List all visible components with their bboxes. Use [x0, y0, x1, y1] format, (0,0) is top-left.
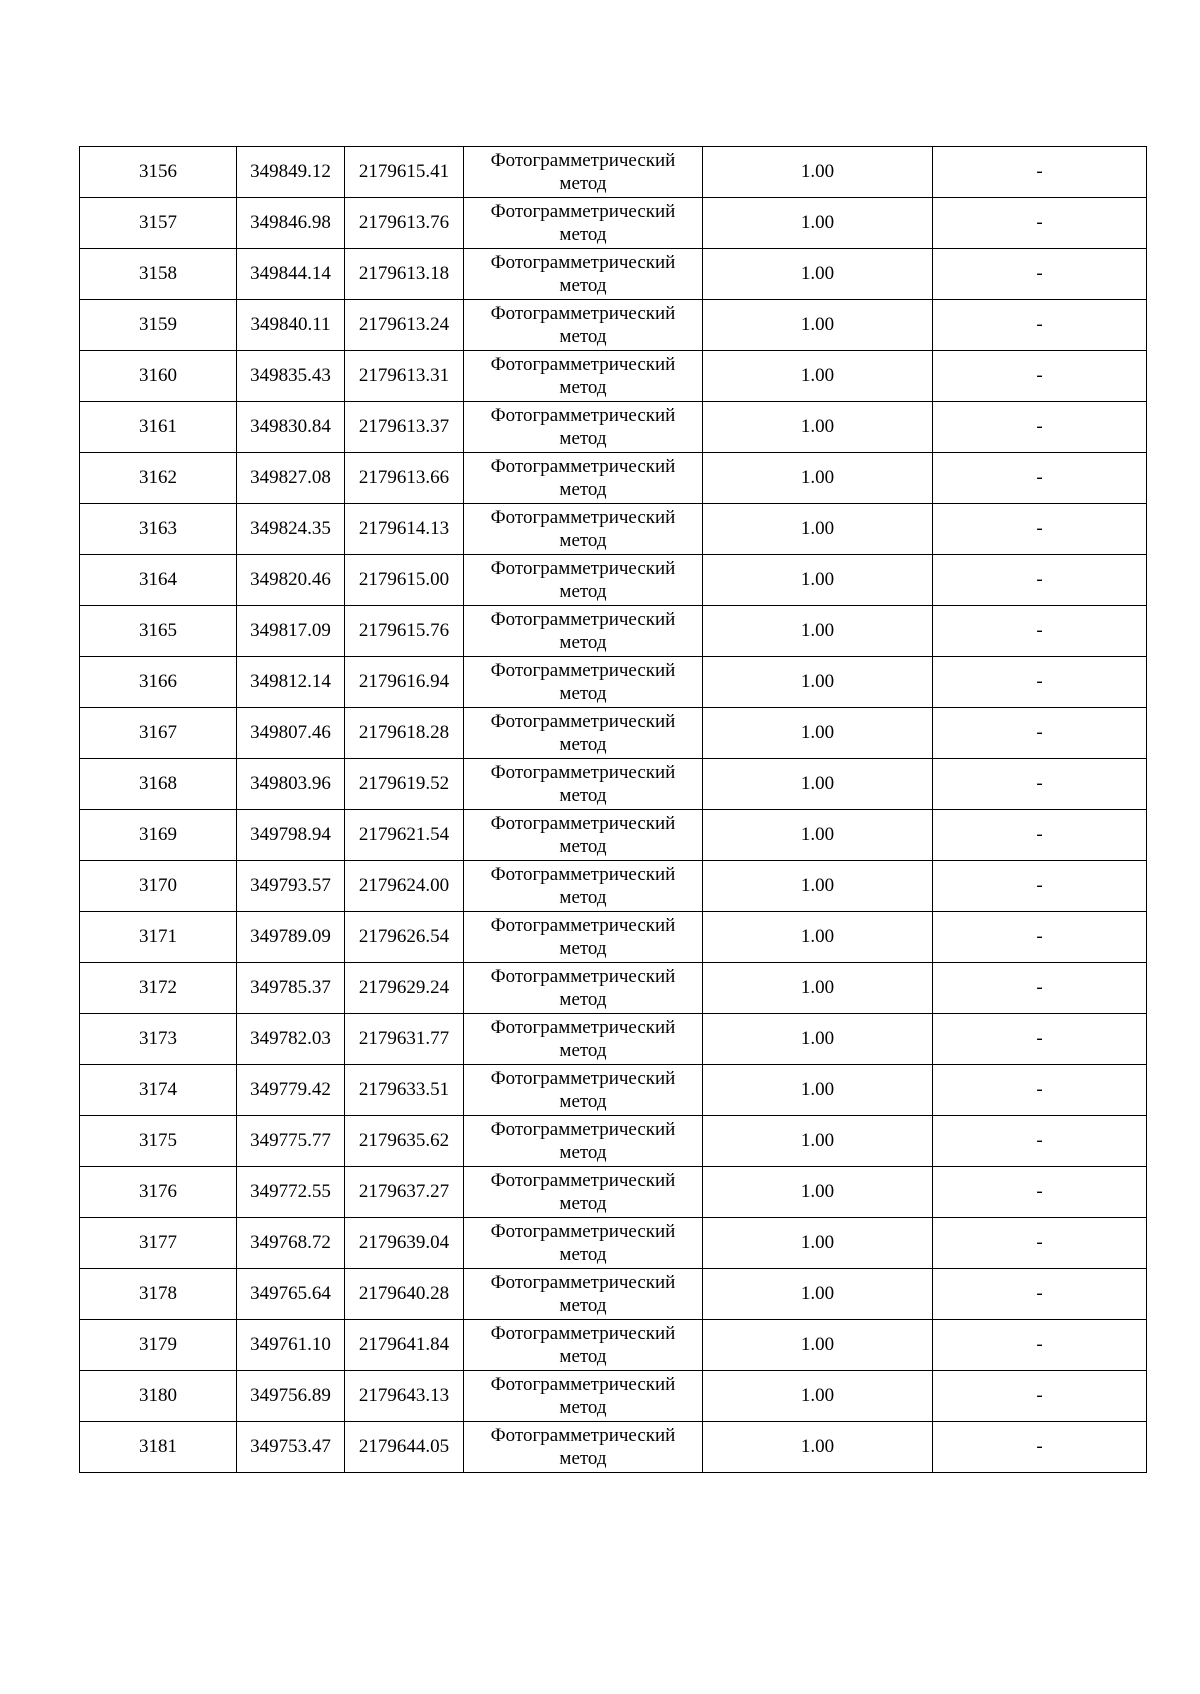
point-number: 3161 — [80, 402, 237, 453]
point-number: 3167 — [80, 708, 237, 759]
note-cell: - — [933, 1422, 1147, 1473]
point-number: 3181 — [80, 1422, 237, 1473]
x-coordinate: 349761.10 — [237, 1320, 345, 1371]
determination-method: Фотограмметрический метод — [464, 1218, 703, 1269]
table-row — [80, 708, 1147, 759]
x-coordinate: 349849.12 — [237, 147, 345, 198]
point-number: 3162 — [80, 453, 237, 504]
x-coordinate: 349846.98 — [237, 198, 345, 249]
x-coordinate: 349785.37 — [237, 963, 345, 1014]
y-coordinate: 2179619.52 — [345, 759, 464, 810]
accuracy-value: 1.00 — [703, 1218, 933, 1269]
note-cell: - — [933, 453, 1147, 504]
table-row — [80, 249, 1147, 300]
y-coordinate: 2179641.84 — [345, 1320, 464, 1371]
accuracy-value: 1.00 — [703, 1065, 933, 1116]
determination-method: Фотограмметрический метод — [464, 300, 703, 351]
y-coordinate: 2179613.37 — [345, 402, 464, 453]
determination-method: Фотограмметрический метод — [464, 555, 703, 606]
determination-method: Фотограмметрический метод — [464, 402, 703, 453]
point-number: 3170 — [80, 861, 237, 912]
accuracy-value: 1.00 — [703, 1320, 933, 1371]
note-cell: - — [933, 759, 1147, 810]
x-coordinate: 349803.96 — [237, 759, 345, 810]
x-coordinate: 349844.14 — [237, 249, 345, 300]
table-row — [80, 861, 1147, 912]
y-coordinate: 2179624.00 — [345, 861, 464, 912]
point-number: 3158 — [80, 249, 237, 300]
point-number: 3176 — [80, 1167, 237, 1218]
point-number: 3165 — [80, 606, 237, 657]
point-number: 3178 — [80, 1269, 237, 1320]
point-number: 3157 — [80, 198, 237, 249]
determination-method: Фотограмметрический метод — [464, 249, 703, 300]
note-cell: - — [933, 810, 1147, 861]
table-row — [80, 912, 1147, 963]
determination-method: Фотограмметрический метод — [464, 759, 703, 810]
accuracy-value: 1.00 — [703, 1167, 933, 1218]
accuracy-value: 1.00 — [703, 963, 933, 1014]
x-coordinate: 349782.03 — [237, 1014, 345, 1065]
x-coordinate: 349824.35 — [237, 504, 345, 555]
table-row — [80, 963, 1147, 1014]
y-coordinate: 2179643.13 — [345, 1371, 464, 1422]
accuracy-value: 1.00 — [703, 861, 933, 912]
note-cell: - — [933, 249, 1147, 300]
point-number: 3174 — [80, 1065, 237, 1116]
y-coordinate: 2179616.94 — [345, 657, 464, 708]
accuracy-value: 1.00 — [703, 555, 933, 606]
note-cell: - — [933, 1065, 1147, 1116]
determination-method: Фотограмметрический метод — [464, 351, 703, 402]
note-cell: - — [933, 198, 1147, 249]
y-coordinate: 2179615.00 — [345, 555, 464, 606]
determination-method: Фотограмметрический метод — [464, 1116, 703, 1167]
table-row — [80, 1218, 1147, 1269]
determination-method: Фотограмметрический метод — [464, 912, 703, 963]
x-coordinate: 349753.47 — [237, 1422, 345, 1473]
table-row — [80, 1065, 1147, 1116]
table-row — [80, 453, 1147, 504]
x-coordinate: 349798.94 — [237, 810, 345, 861]
accuracy-value: 1.00 — [703, 1269, 933, 1320]
y-coordinate: 2179615.41 — [345, 147, 464, 198]
table-row — [80, 555, 1147, 606]
note-cell: - — [933, 963, 1147, 1014]
x-coordinate: 349793.57 — [237, 861, 345, 912]
note-cell: - — [933, 351, 1147, 402]
determination-method: Фотограмметрический метод — [464, 1014, 703, 1065]
y-coordinate: 2179613.24 — [345, 300, 464, 351]
note-cell: - — [933, 555, 1147, 606]
y-coordinate: 2179613.31 — [345, 351, 464, 402]
x-coordinate: 349835.43 — [237, 351, 345, 402]
accuracy-value: 1.00 — [703, 351, 933, 402]
table-row — [80, 1371, 1147, 1422]
y-coordinate: 2179635.62 — [345, 1116, 464, 1167]
accuracy-value: 1.00 — [703, 1116, 933, 1167]
table-row — [80, 1014, 1147, 1065]
point-number: 3168 — [80, 759, 237, 810]
note-cell: - — [933, 1269, 1147, 1320]
determination-method: Фотограмметрический метод — [464, 1065, 703, 1116]
table-row — [80, 1167, 1147, 1218]
note-cell: - — [933, 1320, 1147, 1371]
determination-method: Фотограмметрический метод — [464, 810, 703, 861]
note-cell: - — [933, 708, 1147, 759]
x-coordinate: 349820.46 — [237, 555, 345, 606]
table-row — [80, 1422, 1147, 1473]
table-row — [80, 759, 1147, 810]
coordinates-table — [79, 146, 1147, 1473]
y-coordinate: 2179633.51 — [345, 1065, 464, 1116]
accuracy-value: 1.00 — [703, 402, 933, 453]
point-number: 3169 — [80, 810, 237, 861]
y-coordinate: 2179639.04 — [345, 1218, 464, 1269]
x-coordinate: 349789.09 — [237, 912, 345, 963]
note-cell: - — [933, 912, 1147, 963]
point-number: 3163 — [80, 504, 237, 555]
point-number: 3175 — [80, 1116, 237, 1167]
y-coordinate: 2179618.28 — [345, 708, 464, 759]
y-coordinate: 2179613.76 — [345, 198, 464, 249]
determination-method: Фотограмметрический метод — [464, 147, 703, 198]
note-cell: - — [933, 300, 1147, 351]
x-coordinate: 349765.64 — [237, 1269, 345, 1320]
y-coordinate: 2179613.66 — [345, 453, 464, 504]
x-coordinate: 349817.09 — [237, 606, 345, 657]
point-number: 3179 — [80, 1320, 237, 1371]
determination-method: Фотограмметрический метод — [464, 861, 703, 912]
table-row — [80, 300, 1147, 351]
determination-method: Фотограмметрический метод — [464, 1371, 703, 1422]
accuracy-value: 1.00 — [703, 759, 933, 810]
table-row — [80, 504, 1147, 555]
point-number: 3166 — [80, 657, 237, 708]
y-coordinate: 2179626.54 — [345, 912, 464, 963]
point-number: 3164 — [80, 555, 237, 606]
point-number: 3172 — [80, 963, 237, 1014]
determination-method: Фотограмметрический метод — [464, 1167, 703, 1218]
determination-method: Фотограмметрический метод — [464, 657, 703, 708]
coordinates-table-body — [80, 147, 1147, 1473]
y-coordinate: 2179644.05 — [345, 1422, 464, 1473]
accuracy-value: 1.00 — [703, 198, 933, 249]
point-number: 3160 — [80, 351, 237, 402]
y-coordinate: 2179614.13 — [345, 504, 464, 555]
table-row — [80, 810, 1147, 861]
accuracy-value: 1.00 — [703, 300, 933, 351]
table-row — [80, 147, 1147, 198]
note-cell: - — [933, 504, 1147, 555]
accuracy-value: 1.00 — [703, 1371, 933, 1422]
table-row — [80, 351, 1147, 402]
point-number: 3173 — [80, 1014, 237, 1065]
accuracy-value: 1.00 — [703, 1422, 933, 1473]
x-coordinate: 349807.46 — [237, 708, 345, 759]
accuracy-value: 1.00 — [703, 249, 933, 300]
table-row — [80, 1320, 1147, 1371]
y-coordinate: 2179637.27 — [345, 1167, 464, 1218]
note-cell: - — [933, 1116, 1147, 1167]
y-coordinate: 2179615.76 — [345, 606, 464, 657]
determination-method: Фотограмметрический метод — [464, 198, 703, 249]
note-cell: - — [933, 657, 1147, 708]
x-coordinate: 349756.89 — [237, 1371, 345, 1422]
accuracy-value: 1.00 — [703, 810, 933, 861]
accuracy-value: 1.00 — [703, 453, 933, 504]
note-cell: - — [933, 1167, 1147, 1218]
x-coordinate: 349827.08 — [237, 453, 345, 504]
x-coordinate: 349812.14 — [237, 657, 345, 708]
table-row — [80, 606, 1147, 657]
y-coordinate: 2179621.54 — [345, 810, 464, 861]
note-cell: - — [933, 402, 1147, 453]
accuracy-value: 1.00 — [703, 504, 933, 555]
determination-method: Фотограмметрический метод — [464, 453, 703, 504]
determination-method: Фотограмметрический метод — [464, 504, 703, 555]
determination-method: Фотограмметрический метод — [464, 708, 703, 759]
note-cell: - — [933, 861, 1147, 912]
x-coordinate: 349779.42 — [237, 1065, 345, 1116]
determination-method: Фотограмметрический метод — [464, 1320, 703, 1371]
x-coordinate: 349830.84 — [237, 402, 345, 453]
accuracy-value: 1.00 — [703, 147, 933, 198]
determination-method: Фотограмметрический метод — [464, 1269, 703, 1320]
table-row — [80, 198, 1147, 249]
accuracy-value: 1.00 — [703, 912, 933, 963]
note-cell: - — [933, 1014, 1147, 1065]
x-coordinate: 349772.55 — [237, 1167, 345, 1218]
table-row — [80, 1269, 1147, 1320]
x-coordinate: 349768.72 — [237, 1218, 345, 1269]
point-number: 3171 — [80, 912, 237, 963]
determination-method: Фотограмметрический метод — [464, 1422, 703, 1473]
determination-method: Фотограмметрический метод — [464, 963, 703, 1014]
accuracy-value: 1.00 — [703, 1014, 933, 1065]
accuracy-value: 1.00 — [703, 657, 933, 708]
determination-method: Фотограмметрический метод — [464, 606, 703, 657]
accuracy-value: 1.00 — [703, 708, 933, 759]
y-coordinate: 2179613.18 — [345, 249, 464, 300]
table-row — [80, 402, 1147, 453]
note-cell: - — [933, 1218, 1147, 1269]
point-number: 3159 — [80, 300, 237, 351]
note-cell: - — [933, 1371, 1147, 1422]
point-number: 3156 — [80, 147, 237, 198]
y-coordinate: 2179631.77 — [345, 1014, 464, 1065]
accuracy-value: 1.00 — [703, 606, 933, 657]
x-coordinate: 349840.11 — [237, 300, 345, 351]
point-number: 3177 — [80, 1218, 237, 1269]
table-row — [80, 657, 1147, 708]
note-cell: - — [933, 147, 1147, 198]
point-number: 3180 — [80, 1371, 237, 1422]
table-row — [80, 1116, 1147, 1167]
x-coordinate: 349775.77 — [237, 1116, 345, 1167]
y-coordinate: 2179629.24 — [345, 963, 464, 1014]
y-coordinate: 2179640.28 — [345, 1269, 464, 1320]
note-cell: - — [933, 606, 1147, 657]
